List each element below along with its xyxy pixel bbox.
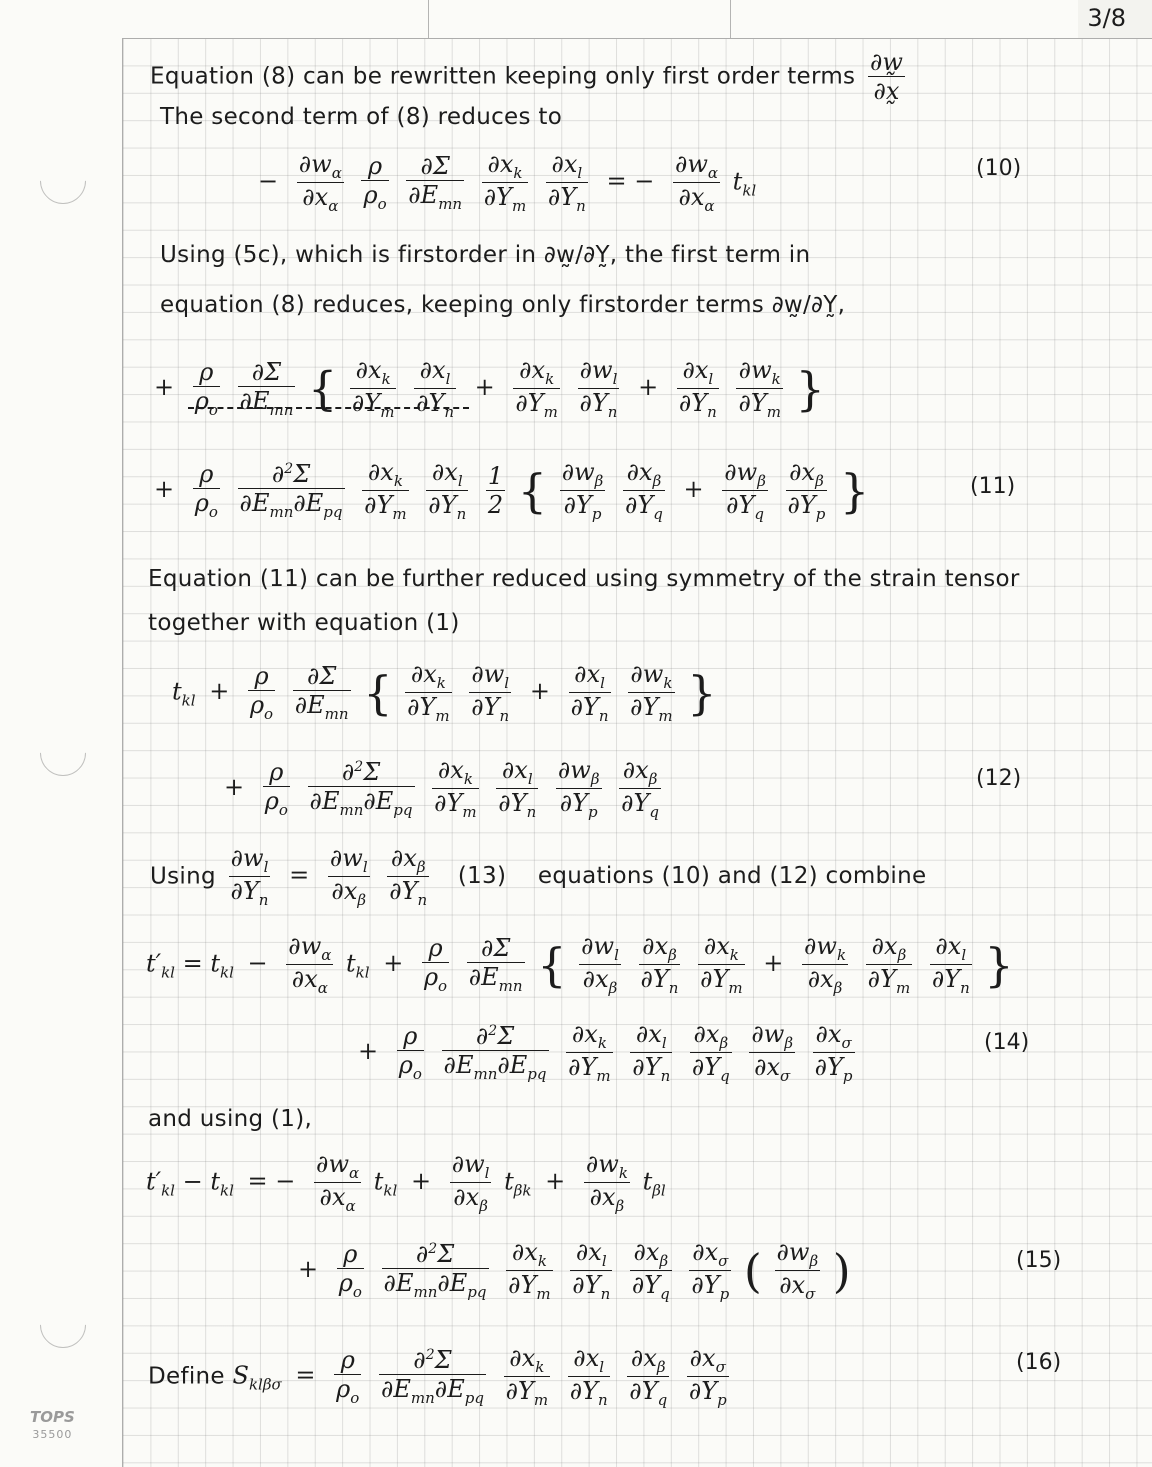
page-number: 3/8 — [1087, 4, 1126, 32]
combine-label: equations (10) and (12) combine — [537, 863, 927, 890]
equation-15-row-2: + $\frac{\rho}{\rho_o}$ $\frac{\partial^2\Sigma}{\partial E_{mn}\partial E_{pq}}$ $\frac{\partial x_k}{\partial Y_m}$ $\frac{\partial x_l}{\partial Y_n}$ $\frac{\partial x_\beta}{\partial Y_q}$ $\frac{\partial x_\sigma}{\partial Y_p}$ ( $\frac{\partial w_\beta}{\partial x_\sigma}$ ) — [298, 1238, 851, 1304]
tab-divider — [428, 0, 429, 38]
equation-number: (16) — [1016, 1350, 1062, 1375]
text-line-4: Using (5c), which is firstorder in ∂w̰/∂Y̰, the first term in — [160, 242, 811, 268]
equation-12-row-2: + $\frac{\rho}{\rho_o}$ $\frac{\partial^2\Sigma}{\partial E_{mn}\partial E_{pq}}$ $\frac{\partial x_k}{\partial Y_m}$ $\frac{\partial x_l}{\partial Y_n}$ $\frac{\partial w_\beta}{\partial Y_p}$ $\frac{\partial x_\beta}{\partial Y_q}$ — [224, 756, 660, 822]
equation-number: (11) — [970, 474, 1016, 499]
equation-14-row-1: $t'_{kl} = t_{kl}$ − $\frac{\partial w_\alpha}{\partial x_\alpha}$ $t_{kl}$ + $\frac{\rho}{\rho_o}$ $\frac{\partial\Sigma}{\partial E_{mn}}$ { $\frac{\partial w_l}{\partial x_\beta}$ $\frac{\partial x_\beta}{\partial Y_n}$ $\frac{\partial x_k}{\partial Y_m}$ + $\frac{\partial w_k}{\partial x_\beta}$ $\frac{\partial x_\beta}{\partial Y_m}$ $\frac{\partial x_l}{\partial Y_n}$ } — [146, 932, 1014, 998]
text-line-1: Equation (8) can be rewritten keeping only first order terms — [150, 63, 856, 90]
text-line — [150, 48, 910, 106]
fraction — [868, 48, 905, 106]
text-line-9: together with equation (1) — [148, 610, 460, 636]
equation-number: (12) — [976, 766, 1022, 791]
brand-code: 35500 — [32, 1428, 73, 1441]
and-using-label: and using (1), — [148, 1106, 313, 1132]
equation-number: (10) — [976, 156, 1022, 181]
equation-number: (15) — [1016, 1248, 1062, 1273]
text-line-8: Equation (11) can be further reduced using symmetry of the strain tensor — [148, 566, 1020, 592]
equation-number: (13) — [457, 863, 507, 890]
equation-number: (14) — [984, 1030, 1030, 1055]
text-line — [160, 292, 845, 317]
equation-11-row-1: + $\frac{\rho}{\rho_o}$ $\frac{\partial\Sigma}{\partial E_{mn}}$ { $\frac{\partial x_k}{\partial Y_m}$ $\frac{\partial x_l}{\partial Y_n}$ + $\frac{\partial x_k}{\partial Y_m}$ $\frac{\partial w_l}{\partial Y_n}$ + $\frac{\partial x_l}{\partial Y_n}$ $\frac{\partial w_k}{\partial Y_m}$ } — [154, 356, 825, 422]
equation-13-line: Using $\frac{\partial w_l}{\partial Y_n}$ = $\frac{\partial w_l}{\partial x_\beta}$ $\frac{\partial x_\beta}{\partial Y_n}$ (13) equations (10) and (12) combine — [150, 844, 927, 910]
text-line — [148, 1106, 312, 1131]
top-strip — [122, 0, 1152, 39]
tab-divider — [730, 0, 731, 38]
using-label: Using — [150, 863, 216, 890]
define-label: Define — [148, 1363, 225, 1390]
text-line — [148, 566, 1020, 591]
text-line — [160, 104, 562, 129]
brand-name: TOPS — [30, 1408, 75, 1426]
equation-14-row-2: + $\frac{\rho}{\rho_o}$ $\frac{\partial^2\Sigma}{\partial E_{mn}\partial E_{pq}}$ $\frac{\partial x_k}{\partial Y_m}$ $\frac{\partial x_l}{\partial Y_n}$ $\frac{\partial x_\beta}{\partial Y_q}$ $\frac{\partial w_\beta}{\partial x_\sigma}$ $\frac{\partial x_\sigma}{\partial Y_p}$ — [358, 1020, 853, 1086]
text-line-5: equation (8) reduces, keeping only firstorder terms ∂w̰/∂Y̰, — [160, 292, 846, 318]
fraction-numerator: ∂w̰ — [869, 48, 903, 76]
fraction-denominator: ∂x̰ — [873, 77, 900, 106]
text-line — [148, 610, 460, 635]
equation-11-row-2: + $\frac{\rho}{\rho_o}$ $\frac{\partial^2\Sigma}{\partial E_{mn}\partial E_{pq}}$ $\frac{\partial x_k}{\partial Y_m}$ $\frac{\partial x_l}{\partial Y_n}$ $\frac{1}{2}$ { $\frac{\partial w_\beta}{\partial Y_p}$ $\frac{\partial x_\beta}{\partial Y_q}$ + $\frac{\partial w_\beta}{\partial Y_q}$ $\frac{\partial x_\beta}{\partial Y_p}$ } — [154, 458, 870, 524]
brand-logo — [30, 1408, 75, 1444]
text-line-2: The second term of (8) reduces to — [160, 104, 563, 130]
equation-12-row-1: $t_{kl}$ + $\frac{\rho}{\rho_o}$ $\frac{\partial\Sigma}{\partial E_{mn}}$ { $\frac{\partial x_k}{\partial Y_m}$ $\frac{\partial w_l}{\partial Y_n}$ + $\frac{\partial x_l}{\partial Y_n}$ $\frac{\partial w_k}{\partial Y_m}$ } — [172, 660, 717, 726]
equation-16: Define $S_{kl\beta\sigma}$ = $\frac{\rho}{\rho_o}$ $\frac{\partial^2\Sigma}{\partial E_{mn}\partial E_{pq}}$ $\frac{\partial x_k}{\partial Y_m}$ $\frac{\partial x_l}{\partial Y_n}$ $\frac{\partial x_\beta}{\partial Y_q}$ $\frac{\partial x_\sigma}{\partial Y_p}$ — [148, 1344, 727, 1410]
equation-15-row-1: $t'_{kl} - t_{kl}$ = − $\frac{\partial w_\alpha}{\partial x_\alpha}$ $t_{kl}$ + $\frac{\partial w_l}{\partial x_\beta}$ $t_{\beta k}$ + $\frac{\partial w_k}{\partial x_\beta}$ $t_{\beta l}$ — [146, 1150, 666, 1216]
text-line — [160, 242, 810, 267]
equation-10: − $\frac{\partial w_\alpha}{\partial x_\alpha}$ $\frac{\rho}{\rho_o}$ $\frac{\partial\Sigma}{\partial E_{mn}}$ $\frac{\partial x_k}{\partial Y_m}$ $\frac{\partial x_l}{\partial Y_n}$ = − $\frac{\partial w_\alpha}{\partial x_\alpha}$ $t_{kl}$ — [258, 150, 757, 216]
